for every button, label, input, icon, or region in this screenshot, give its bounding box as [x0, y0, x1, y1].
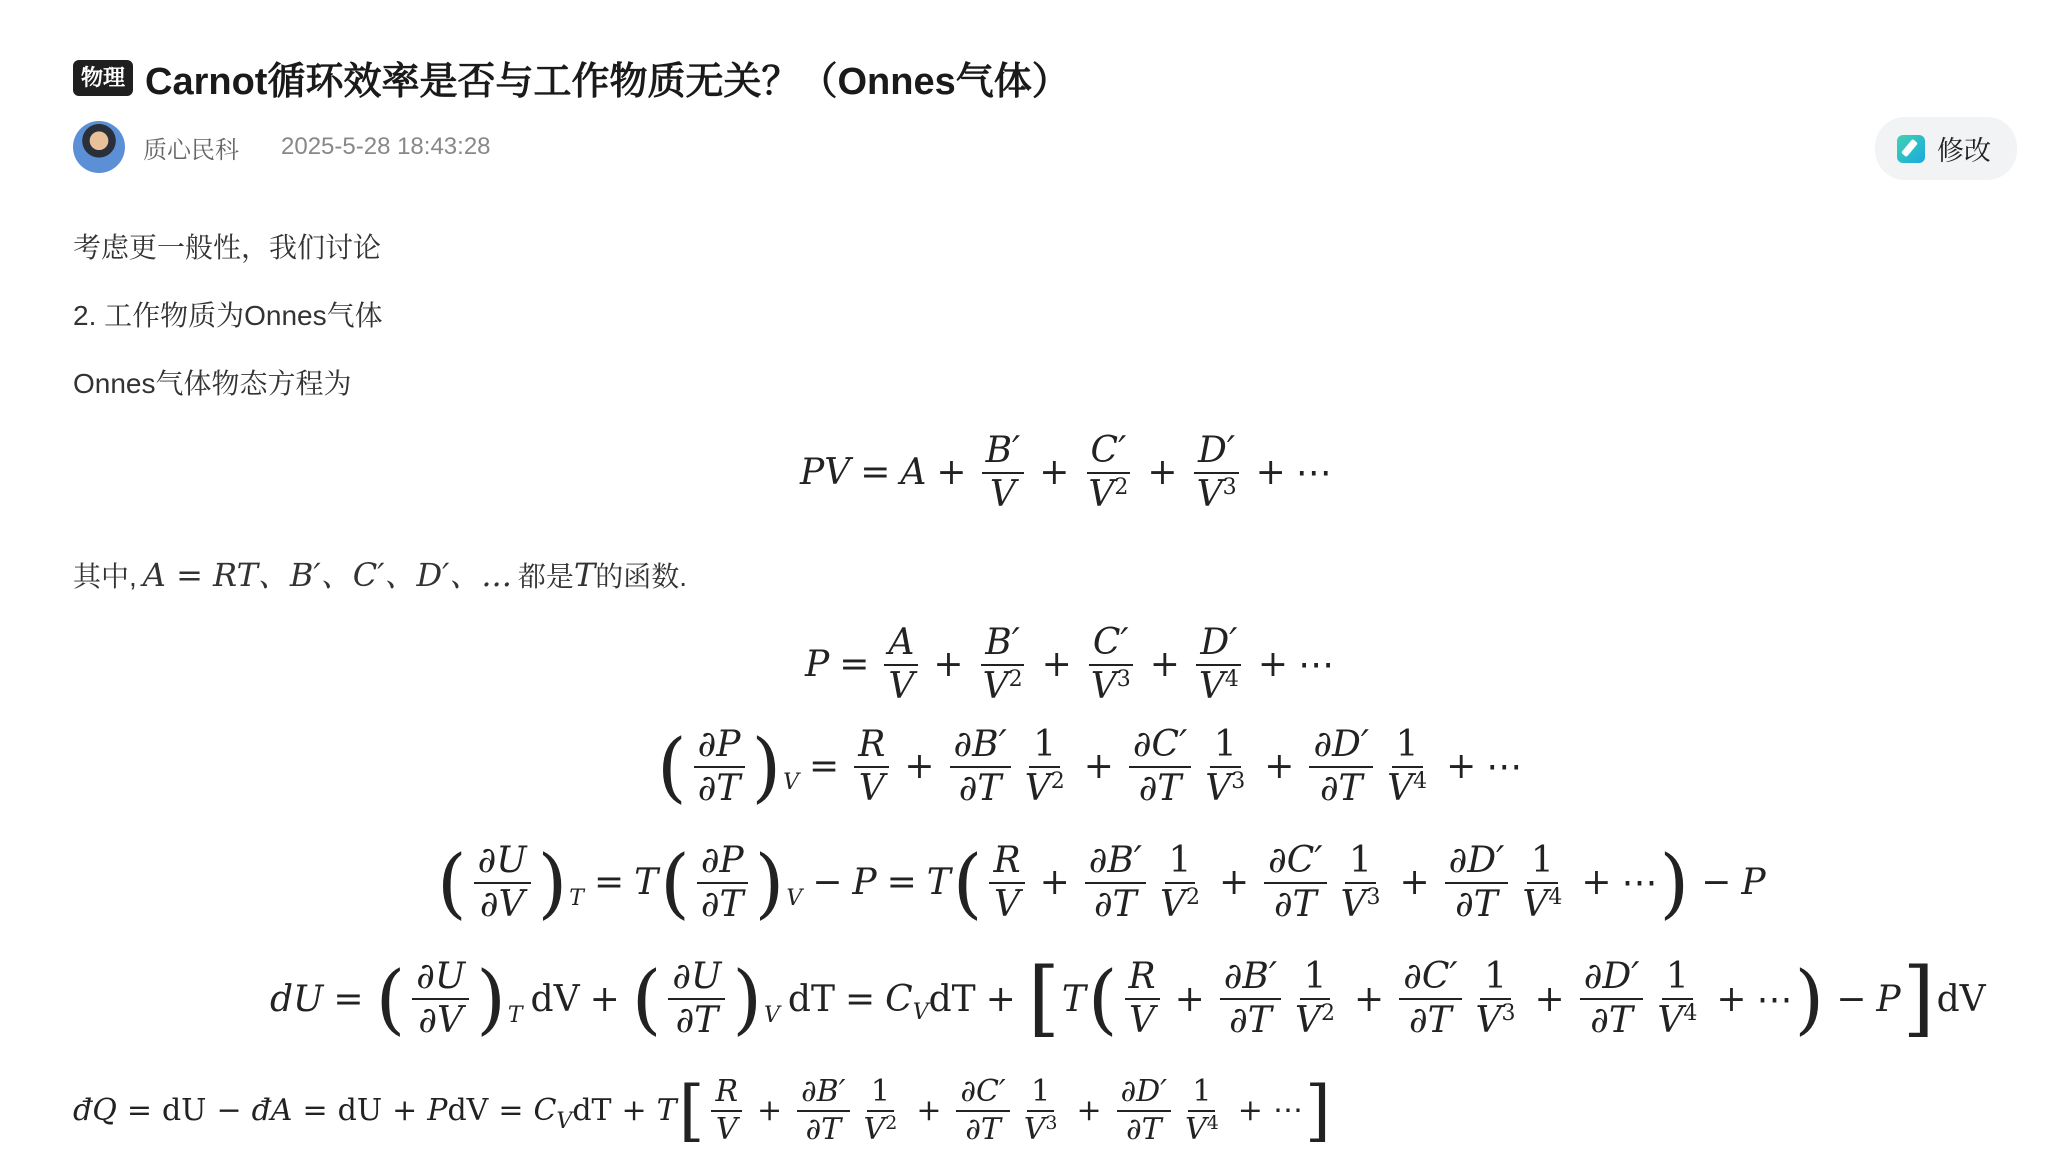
paragraph-2: 2. 工作物质为Onnes气体 — [73, 300, 383, 331]
author-name[interactable]: 质心民科 — [143, 136, 239, 164]
equation-du: dU = ( $\frac{\partial U}{\partial V}$ ) T dV + ( $\frac{\partial U}{\partial T}$ ) V dT = $C_V$ dT + [ T ( $\frac{R}{V}$ + $\frac{\partial B'}{\partial T}$ $\frac{1}{V^2}$ + $\frac{\partial C'}{\partial T}$ $\frac{1}{V^3}$ + $\frac{\partial D'}{\partial T}$ $\frac{1}{V^4}$ + ⋯ ) − P ] dV — [270, 951, 1986, 1046]
p4-var: T — [573, 556, 596, 594]
p4-math: A = RT、B′、C′、D′、... — [142, 556, 512, 594]
equation-pressure: P = $\frac{A}{V}$ + $\frac{B'}{V^2}$ + $\frac{C'}{V^3}$ + $\frac{D'}{V^4}$ + ⋯ — [805, 622, 1335, 707]
paragraph-1: 考虑更一般性，我们讨论 — [73, 232, 382, 263]
edit-button[interactable] — [1875, 117, 2017, 180]
equation-dq: đQ = dU − đA = dU + P dV = $C_V$ dT + T [ $\frac{R}{V}$ + $\frac{\partial B'}{\partial T}$ $\frac{1}{V^2}$ + $\frac{\partial C'}{\partial T}$ $\frac{1}{V^3}$ + $\frac{\partial D'}{\partial T}$ $\frac{1}{V^4}$ + ⋯ ] — [73, 1071, 1331, 1149]
post-date: 2025-5-28 18:43:28 — [281, 133, 491, 160]
post-meta — [73, 121, 1070, 173]
avatar[interactable] — [73, 121, 125, 173]
equation-dp-dt: ( $\frac{\partial P}{\partial T}$ ) V = $\frac{R}{V}$ + $\frac{\partial B'}{\partial T}$ $\frac{1}{V^2}$ + $\frac{\partial C'}{\partial T}$ $\frac{1}{V^3}$ + $\frac{\partial D'}{\partial T}$ $\frac{1}{V^4}$ + ⋯ — [657, 721, 1523, 811]
p4-suffix: 的函数. — [595, 561, 688, 592]
article-header — [73, 50, 1070, 173]
paragraph-3: Onnes气体物态方程为 — [73, 368, 352, 399]
equation-du-dv: ( $\frac{\partial U}{\partial V}$ ) T = T ( $\frac{\partial P}{\partial T}$ ) V − P = T ( $\frac{R}{V}$ + $\frac{\partial B'}{\partial T}$ $\frac{1}{V^2}$ + $\frac{\partial C'}{\partial T}$ $\frac{1}{V^3}$ + $\frac{\partial D'}{\partial T}$ $\frac{1}{V^4}$ + ⋯ ) − P — [437, 837, 1766, 927]
category-tag[interactable]: 物理 — [73, 60, 133, 96]
p4-prefix: 其中, — [73, 561, 137, 592]
p4-mid: 都是 — [517, 561, 574, 592]
edit-pencil-icon — [1897, 135, 1925, 163]
page-title: Carnot循环效率是否与工作物质无关？（Onnes气体） — [145, 61, 1070, 103]
equation-state: PV = A + $\frac{B'}{V}$ + $\frac{C'}{V^2}$ + $\frac{D'}{V^3}$ + ⋯ — [800, 430, 1332, 515]
edit-button-label: 修改 — [1937, 136, 1991, 166]
title-row — [73, 50, 1070, 105]
paragraph-4 — [73, 550, 687, 596]
